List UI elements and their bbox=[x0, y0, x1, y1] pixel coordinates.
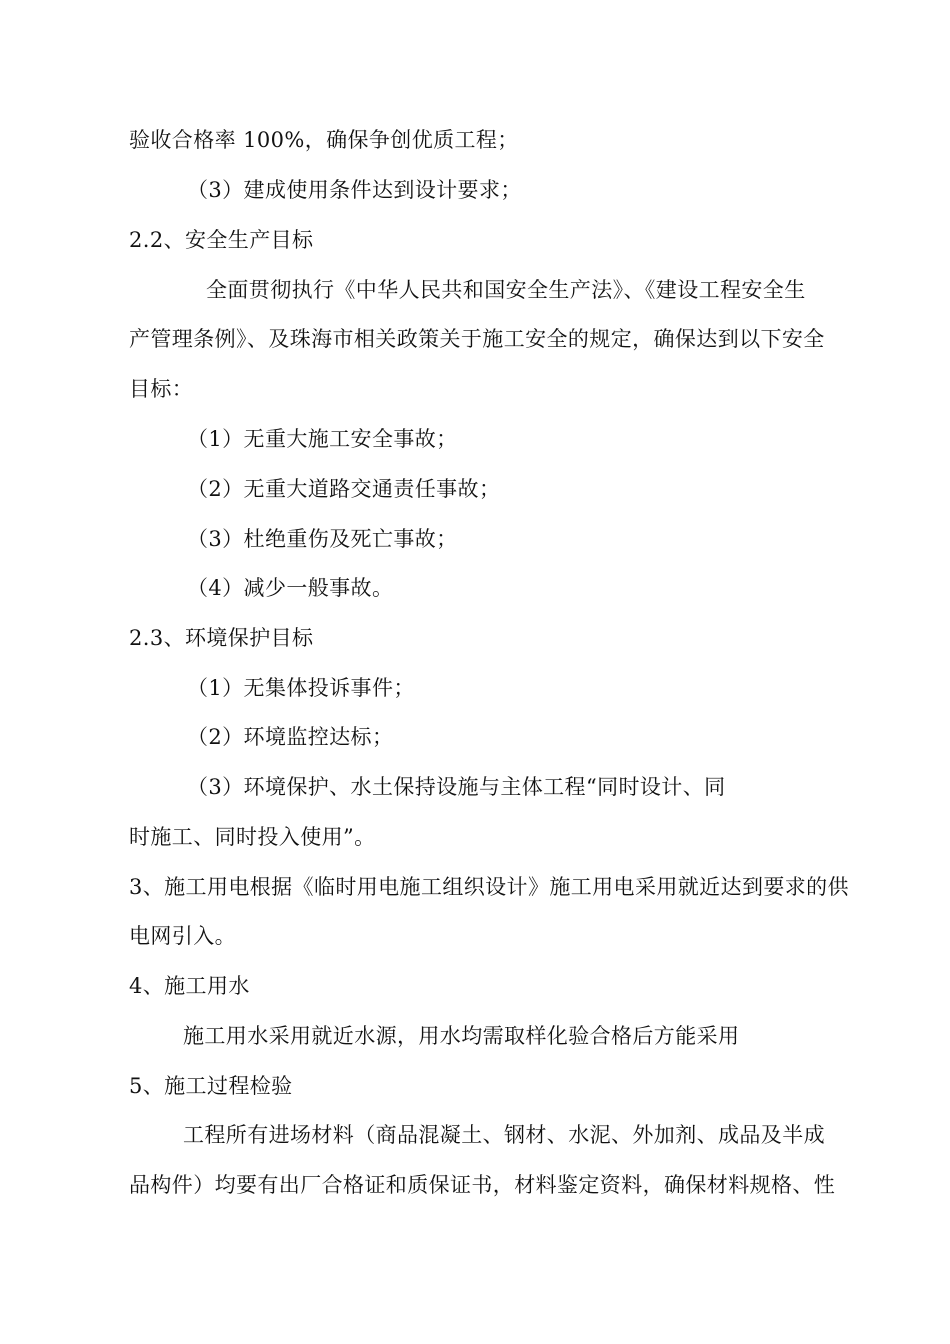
section-heading: 5、施工过程检验 bbox=[129, 1074, 293, 1098]
text-line: （3）建成使用条件达到设计要求； bbox=[187, 178, 522, 202]
text-line: 施工用水采用就近水源，用水均需取样化验合格后方能采用 bbox=[183, 1024, 740, 1048]
text-line: 产管理条例》、及珠海市相关政策关于施工安全的规定，确保达到以下安全 bbox=[129, 327, 825, 351]
text-line: 品构件）均要有出厂合格证和质保证书，材料鉴定资料，确保材料规格、性 bbox=[129, 1173, 836, 1197]
section-heading: 3、施工用电根据《临时用电施工组织设计》施工用电采用就近达到要求的供 bbox=[129, 875, 849, 899]
text-line: 电网引入。 bbox=[129, 924, 236, 948]
list-item: （2）环境监控达标； bbox=[187, 725, 394, 749]
list-item: （3）环境保护、水土保持设施与主体工程“同时设计、同 bbox=[187, 775, 726, 799]
list-item: （4）减少一般事故。 bbox=[187, 576, 394, 600]
section-heading: 4、施工用水 bbox=[129, 974, 250, 998]
list-item: （3）杜绝重伤及死亡事故； bbox=[187, 527, 458, 551]
list-item: （1）无重大施工安全事故； bbox=[187, 427, 458, 451]
list-item: （1）无集体投诉事件； bbox=[187, 676, 415, 700]
section-heading: 2.3、环境保护目标 bbox=[129, 626, 314, 650]
section-heading: 2.2、安全生产目标 bbox=[129, 228, 314, 252]
text-line: 验收合格率 100%，确保争创优质工程； bbox=[129, 128, 519, 152]
text-line: 工程所有进场材料（商品混凝土、钢材、水泥、外加剂、成品及半成 bbox=[183, 1123, 825, 1147]
list-item: （2）无重大道路交通责任事故； bbox=[187, 477, 501, 501]
text-line: 时施工、同时投入使用”。 bbox=[129, 825, 376, 849]
text-line: 全面贯彻执行《中华人民共和国安全生产法》、《建设工程安全生 bbox=[206, 278, 806, 302]
text-line: 目标： bbox=[129, 377, 194, 401]
